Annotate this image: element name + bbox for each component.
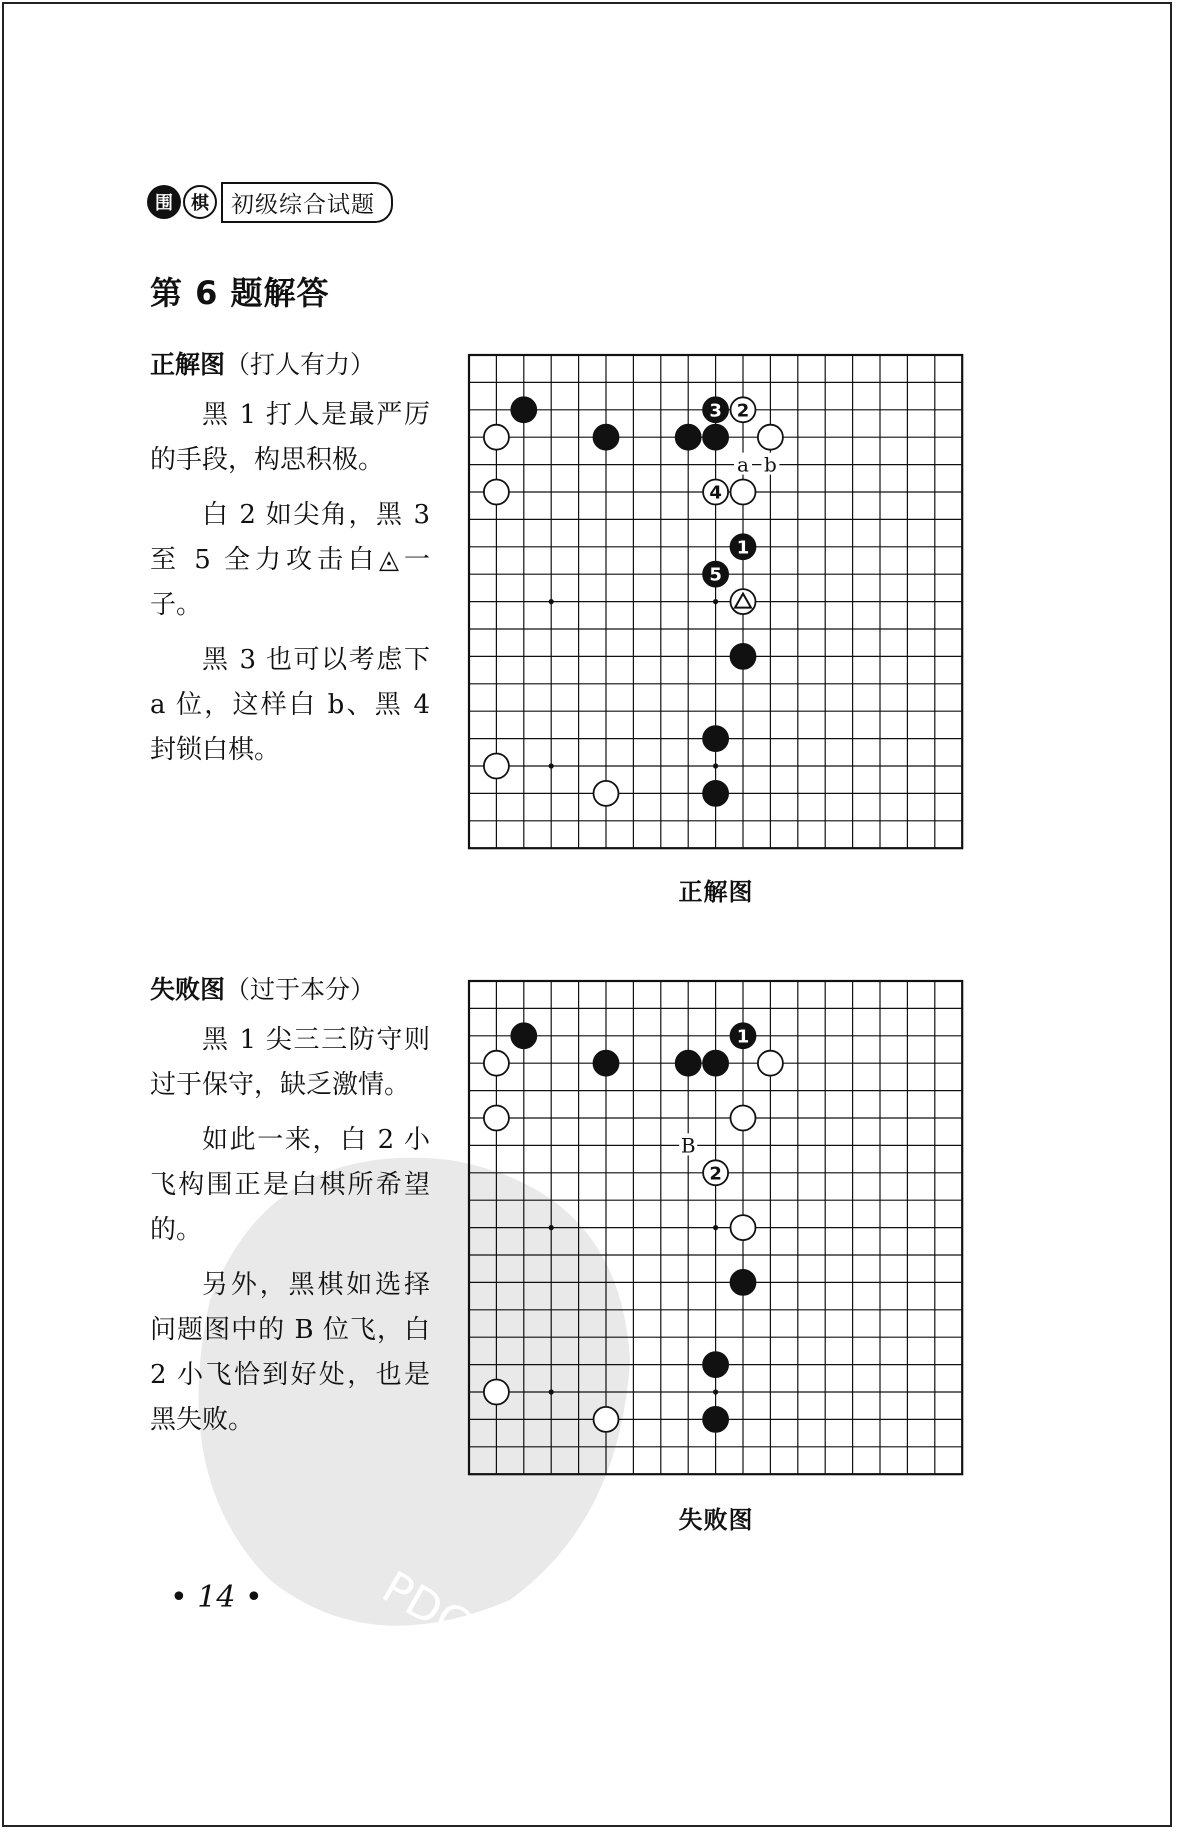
white-stone xyxy=(758,1051,783,1076)
section-failure-text xyxy=(150,967,430,1453)
section-title-note: （打人有力） xyxy=(225,350,376,379)
black-stone xyxy=(703,726,728,751)
section-title-bold: 失败图 xyxy=(150,975,226,1004)
page-heading: 第 6 题解答 xyxy=(150,274,330,312)
black-stone xyxy=(594,425,619,450)
black-stone xyxy=(676,425,701,450)
board-letter-label: b xyxy=(763,452,777,477)
black-stone xyxy=(703,781,728,806)
header-title: 初级综合试题 xyxy=(221,182,393,223)
move-number: 3 xyxy=(709,400,722,422)
section-title-bold: 正解图 xyxy=(150,350,226,379)
black-stone xyxy=(594,1051,619,1076)
page-number: • 14 • xyxy=(170,1580,263,1615)
running-header xyxy=(147,182,393,222)
white-stone xyxy=(758,425,783,450)
go-board-svg xyxy=(466,352,966,852)
star-point xyxy=(713,599,718,604)
star-point xyxy=(549,763,554,768)
black-stone xyxy=(703,1051,728,1076)
black-stone xyxy=(511,397,536,422)
move-number: 2 xyxy=(709,1163,722,1185)
star-point xyxy=(713,763,718,768)
white-stone-marked xyxy=(703,1160,728,1185)
white-stone xyxy=(484,425,509,450)
white-stone-marked xyxy=(731,589,756,614)
star-point xyxy=(713,1389,718,1394)
black-stone-marked xyxy=(703,397,728,422)
white-stone xyxy=(731,480,756,505)
star-point xyxy=(549,599,554,604)
go-board-correct xyxy=(466,352,966,852)
white-stone xyxy=(594,781,619,806)
white-stone xyxy=(594,1407,619,1432)
white-stone xyxy=(484,754,509,779)
black-stone xyxy=(703,1407,728,1432)
white-stone xyxy=(731,1215,756,1240)
board-letter-label: B xyxy=(680,1133,696,1158)
star-point xyxy=(713,1225,718,1230)
board-caption: 失败图 xyxy=(678,1506,754,1534)
paragraph: 黑 1 打人是最严厉的手段，构思积极。 xyxy=(150,400,430,475)
black-stone-marked xyxy=(731,534,756,559)
paragraph: 白 2 如尖角，黑 3 至 5 全力攻击白◬一子。 xyxy=(150,500,430,620)
black-stone xyxy=(731,1270,756,1295)
move-number: 2 xyxy=(736,400,750,422)
black-stone xyxy=(703,1352,728,1377)
watermark-text: PDG xyxy=(373,1561,481,1654)
paragraph: 如此一来，白 2 小飞构围正是白棋所希望的。 xyxy=(150,1125,430,1245)
white-stone xyxy=(484,1051,509,1076)
white-stone xyxy=(484,1106,509,1131)
section-title xyxy=(150,342,430,387)
move-number: 1 xyxy=(736,1026,750,1048)
white-stone xyxy=(731,1106,756,1131)
black-stone xyxy=(676,1051,701,1076)
black-stone xyxy=(703,425,728,450)
move-number: 4 xyxy=(709,482,722,504)
move-number: 5 xyxy=(709,564,722,586)
white-stone xyxy=(484,480,509,505)
go-board-failure xyxy=(466,978,966,1478)
paragraph: 另外，黑棋如选择问题图中的 B 位飞，白 2 小飞恰到好处，也是黑失败。 xyxy=(150,1270,430,1435)
paragraph: 黑 1 尖三三防守则过于保守，缺乏激情。 xyxy=(150,1025,430,1100)
section-title-note: （过于本分） xyxy=(225,975,376,1004)
section-title xyxy=(150,967,430,1012)
black-stone xyxy=(511,1023,536,1048)
star-point xyxy=(549,1389,554,1394)
board-caption: 正解图 xyxy=(678,878,754,906)
star-point xyxy=(549,1225,554,1230)
header-badge: 围 xyxy=(147,185,181,219)
white-stone xyxy=(484,1380,509,1405)
white-stone-marked xyxy=(703,480,728,505)
black-stone-marked xyxy=(703,562,728,587)
black-stone xyxy=(731,644,756,669)
white-stone-marked xyxy=(731,397,756,422)
section-correct-text xyxy=(150,342,430,783)
paragraph: 黑 3 也可以考虑下 a 位，这样白 b、黑 4 封锁白棋。 xyxy=(150,645,430,765)
go-board-svg xyxy=(466,978,966,1478)
header-badge-2: 棋 xyxy=(183,185,217,219)
board-letter-label: a xyxy=(737,452,749,477)
move-number: 1 xyxy=(736,537,750,559)
black-stone-marked xyxy=(731,1023,756,1048)
